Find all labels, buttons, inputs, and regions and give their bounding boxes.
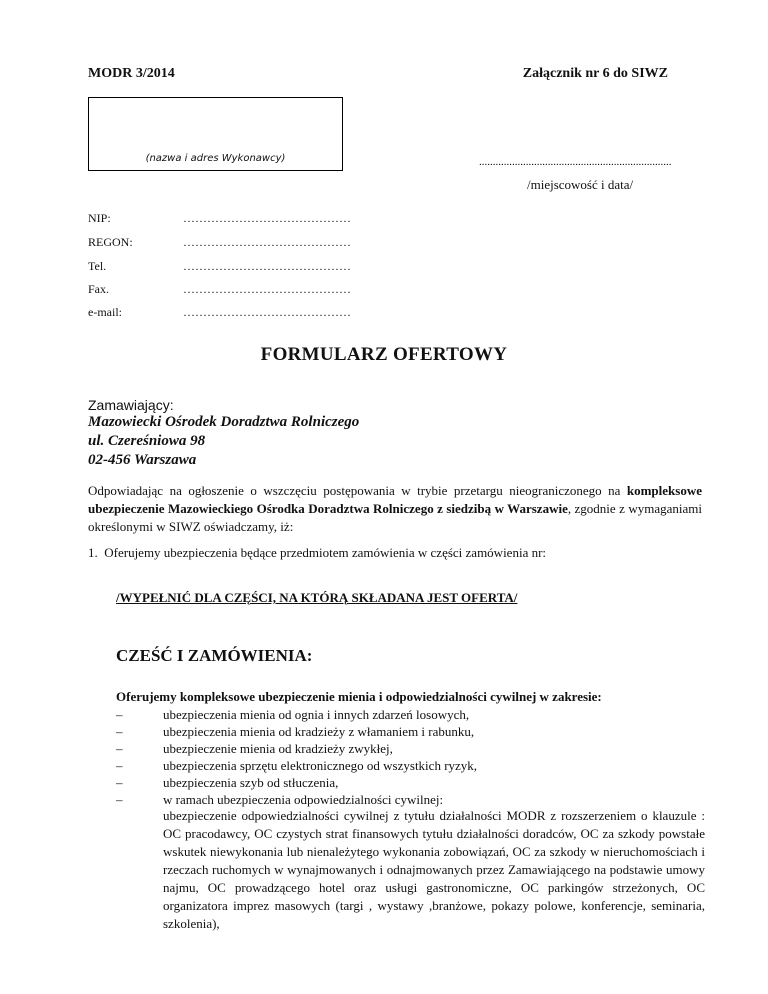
form-title: FORMULARZ OFERTOWY [260, 344, 508, 365]
field-value[interactable]: …………………………………… [183, 235, 351, 249]
field-label: NIP: [88, 211, 111, 225]
list-item-text: w ramach ubezpieczenia odpowiedzialności cywilnej: [163, 792, 444, 807]
dash-bullet: – [116, 792, 123, 807]
fill-in-note: /WYPEŁNIĆ DLA CZĘŚCI, NA KTÓRĄ SKŁADANA JEST OFERTA/ [116, 590, 518, 605]
field-nip[interactable] [88, 211, 408, 227]
list-item [116, 723, 706, 740]
intro-text-a: Odpowiadając na ogłoszenie o wszczęciu postępowania w trybie przetargu nieograniczonego na [88, 483, 627, 498]
dash-bullet: – [116, 775, 123, 790]
scope-list [116, 706, 706, 808]
place-date-line[interactable]: ...................................................................... [479, 156, 672, 168]
orderer-city: 02-456 Warszawa [88, 452, 197, 468]
field-label: REGON: [88, 235, 133, 249]
field-fax[interactable] [88, 282, 408, 298]
list-item-text: ubezpieczenia szyb od stłuczenia, [163, 775, 339, 790]
field-tel[interactable] [88, 259, 408, 275]
intro-text-b: , zgodnie z wymaganiami określonymi w SIWZ oświadczamy, iż: [88, 501, 702, 534]
field-label: Tel. [88, 259, 107, 273]
contractor-box[interactable] [88, 97, 343, 171]
orderer-label: Zamawiający: [88, 397, 174, 413]
dash-bullet: – [116, 758, 123, 773]
offer-heading: Oferujemy kompleksowe ubezpieczenie mienia i odpowiedzialności cywilnej w zakresie: [116, 689, 602, 704]
field-regon[interactable] [88, 235, 408, 251]
dash-bullet: – [116, 741, 123, 756]
dash-bullet: – [116, 707, 123, 722]
dash-bullet: – [116, 724, 123, 739]
document-ref: MODR 3/2014 [88, 66, 175, 81]
list-item [116, 757, 706, 774]
field-value[interactable]: …………………………………… [183, 282, 351, 296]
contractor-box-caption: (nazwa i adres Wykonawcy) [145, 153, 286, 164]
orderer-street: ul. Czereśniowa 98 [88, 433, 206, 449]
liability-paragraph: ubezpieczenie odpowiedzialności cywilnej z tytułu działalności MODR z rozszerzeniem o klauzule : OC pracodawcy, OC czystych strat finansowych tytułu działalności doradców, OC za szkody powstałe wskutek niewykonania lub nienależytego wykonania zobowiązań, OC za szkody w nieruchomościach i rzeczach ruchomych w wynajmowanych i odnajmowanych przez Zamawiającego na podstawie umowy najmu, OC prowadzącego hotel oraz usługi gastronomiczne, OC parkingów strzeżonych, OC organizatora imprez masowych (targi , wystawy ,branżowe, pokazy polowe, konferencje, seminaria, szkolenia), [163, 808, 705, 931]
list-item [116, 740, 706, 757]
place-date-label: /miejscowość i data/ [527, 177, 634, 192]
list-item-text: ubezpieczenia mienia od ognia i innych zdarzeń losowych, [163, 707, 470, 722]
list-item-text: ubezpieczenia mienia od kradzieży z włamaniem i rabunku, [163, 724, 475, 739]
section-title: CZEŚĆ I ZAMÓWIENIA: [116, 646, 313, 665]
list-item [116, 774, 706, 791]
list-item [116, 706, 706, 723]
field-email[interactable] [88, 305, 408, 321]
orderer-name: Mazowiecki Ośrodek Doradztwa Rolniczego [88, 414, 360, 430]
list-item-text: ubezpieczenia sprzętu elektronicznego od wszystkich ryzyk, [163, 758, 478, 773]
field-label: e-mail: [88, 305, 122, 319]
list-item-text: ubezpieczenie mienia od kradzieży zwykłej, [163, 741, 393, 756]
item-1: 1. Oferujemy ubezpieczenia będące przedmiotem zamówienia w części zamówienia nr: [88, 545, 547, 560]
field-value[interactable]: …………………………………… [183, 259, 351, 273]
field-label: Fax. [88, 282, 109, 296]
list-item [116, 791, 706, 808]
field-value[interactable]: …………………………………… [183, 305, 351, 319]
intro-bold: kompleksowe ubezpieczenie Mazowieckiego Ośrodka Doradztwa Rolniczego z siedzibą w Warszawie [88, 483, 702, 516]
attachment-label: Załącznik nr 6 do SIWZ [522, 66, 668, 81]
field-value[interactable]: …………………………………… [183, 211, 351, 225]
intro-paragraph [88, 482, 702, 536]
